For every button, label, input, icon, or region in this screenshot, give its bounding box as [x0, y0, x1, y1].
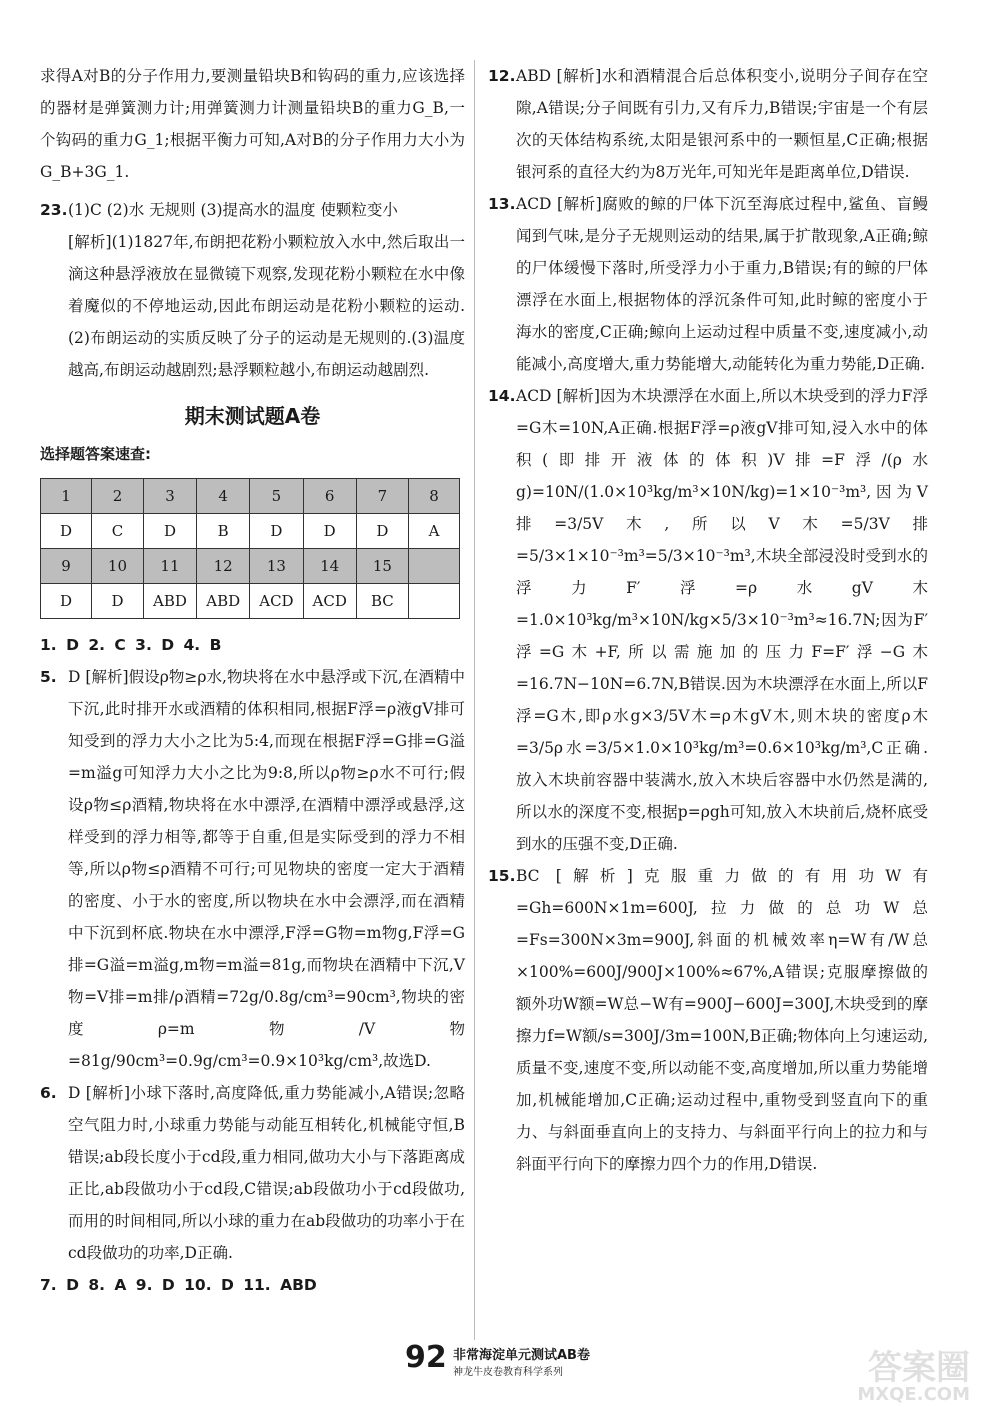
answer-table-number-cell: 3	[143, 479, 196, 514]
answer-table-number-cell: 1	[41, 479, 92, 514]
answer-table-number-cell: 8	[408, 479, 459, 514]
answer-table-answer-cell	[408, 584, 459, 619]
answer-table-answer-cell: B	[197, 514, 250, 549]
answer-table-number-cell: 9	[41, 549, 92, 584]
answer-table-row	[41, 549, 460, 584]
answer-table-number-cell: 6	[303, 479, 356, 514]
question-23-answer: (1)C (2)水 无规则 (3)提高水的温度 使颗粒变小	[68, 201, 398, 219]
answer-table-answer-cell: D	[250, 514, 303, 549]
question-12-number: 12.	[488, 67, 516, 85]
answer-table	[40, 478, 460, 619]
watermark-logo	[830, 1340, 970, 1410]
quick-answers-7-11: 7. D 8. A 9. D 10. D 11. ABD	[40, 1276, 317, 1294]
question-14-text: ACD [解析]因为木块漂浮在水面上,所以木块受到的浮力F浮=G木=10N,A正确.根据F浮=ρ液gV排可知,浸入水中的体积(即排开液体的体积)V排=F浮/(ρ水g)=10N/(1.0×10³kg/m³×10N/kg)=1×10⁻³m³,因为V排=3/5V木,所以V木=5/3V排=5/3×1×10⁻³m³=5/3×10⁻³m³,木块全部浸没时受到水的浮力F′浮=ρ水gV木=1.0×10³kg/m³×10N/kg×5/3×10⁻³m³≈16.7N;因为F′浮=G木+F,所以需施加的压力F=F′浮−G木=16.7N−10N=6.7N,B错误.因为木块漂浮在水面上,所以F浮=G木,即ρ水g×3/5V木=ρ木gV木,则木块的密度ρ木=3/5ρ水=3/5×1.0×10³kg/m³=0.6×10³kg/m³,C正确.放入木块前容器中装满水,放入木块后容器中水仍然是满的,所以水的深度不变,根据p=ρgh可知,放入木块前后,烧杯底受到水的压强不变,D正确.	[516, 387, 928, 853]
question-13-number: 13.	[488, 195, 516, 213]
question-6-text: D [解析]小球下落时,高度降低,重力势能减小,A错误;忽略空气阻力时,小球重力势能与动能互相转化,机械能守恒,B错误;ab段长度小于cd段,重力相同,做功大小与下落距离成正比,ab段做功小于cd段,C错误;ab段做功小于cd段做功,而用的时间相同,所以小球的重力在ab段做功的功率小于在cd段做功的功率,D正确.	[68, 1084, 465, 1262]
answer-table-answer-cell: ACD	[250, 584, 303, 619]
answer-table-number-cell: 11	[143, 549, 196, 584]
answer-table-answer-cell: D	[303, 514, 356, 549]
question-23-explanation: [解析](1)1827年,布朗把花粉小颗粒放入水中,然后取出一滴这种悬浮液放在显微镜下观察,发现花粉小颗粒在水中像着魔似的不停地运动,因此布朗运动是花粉小颗粒的运动.(2)布朗运动的实质反映了分子的运动是无规则的.(3)温度越高,布朗运动越剧烈;悬浮颗粒越小,布朗运动越剧烈.	[68, 233, 465, 379]
watermark-url: MXQE.COM	[857, 1384, 970, 1405]
answer-table-answer-cell: C	[92, 514, 144, 549]
answer-table-answer-cell: BC	[356, 584, 408, 619]
question-13	[488, 188, 928, 380]
answer-table-answer-cell: A	[408, 514, 459, 549]
answer-table-number-cell: 7	[356, 479, 408, 514]
answer-table-answer-cell: ABD	[197, 584, 250, 619]
answer-table-answer-cell: D	[41, 584, 92, 619]
answer-table-number-cell: 10	[92, 549, 144, 584]
answer-table-answer-cell: D	[41, 514, 92, 549]
question-12-text: ABD [解析]水和酒精混合后总体积变小,说明分子间存在空隙,A错误;分子间既有引力,又有斥力,B错误;宇宙是一个有层次的天体结构系统,太阳是银河系中的一颗恒星,C正确;根据银河系的直径大约为8万光年,可知光年是距离单位,D错误.	[516, 67, 928, 181]
question-15	[488, 860, 928, 1180]
left-column	[40, 60, 465, 1301]
question-14-number: 14.	[488, 387, 516, 405]
question-6-number: 6.	[40, 1084, 57, 1102]
answer-table-row	[41, 584, 460, 619]
answer-table-answer-cell: D	[143, 514, 196, 549]
answer-table-number-cell: 5	[250, 479, 303, 514]
answer-table-number-cell: 13	[250, 549, 303, 584]
question-13-text: ACD [解析]腐败的鲸的尸体下沉至海底过程中,鲨鱼、盲鳗闻到气味,是分子无规则运动的结果,属于扩散现象,A正确;鲸的尸体缓慢下落时,所受浮力小于重力,B错误;有的鲸的尸体漂浮在水面上,根据物体的浮沉条件可知,此时鲸的密度小于海水的密度,C正确;鲸向上运动过程中质量不变,速度减小,动能减小,高度增大,重力势能增大,动能转化为重力势能,D正确.	[516, 195, 928, 373]
page-footer	[405, 1338, 605, 1384]
page-number: 92	[405, 1340, 447, 1375]
answer-table-answer-cell: D	[356, 514, 408, 549]
right-column	[488, 60, 928, 1180]
question-14	[488, 380, 928, 860]
section-subtitle: 选择题答案速查:	[40, 445, 151, 463]
question-15-number: 15.	[488, 867, 516, 885]
question-23-number: 23.	[40, 201, 68, 219]
answer-table-row	[41, 514, 460, 549]
answer-table-number-cell	[408, 549, 459, 584]
quick-answers-1-4: 1. D 2. C 3. D 4. B	[40, 636, 222, 654]
answer-table-row	[41, 479, 460, 514]
answer-table-number-cell: 4	[197, 479, 250, 514]
column-divider	[474, 60, 475, 1340]
question-23	[40, 194, 465, 226]
question-12	[488, 60, 928, 188]
answer-table-answer-cell: ACD	[303, 584, 356, 619]
intro-paragraph: 求得A对B的分子作用力,要测量铅块B和钩码的重力,应该选择的器材是弹簧测力计;用弹簧测力计测量铅块B的重力G_B,一个钩码的重力G_1;根据平衡力可知,A对B的分子作用力大小为G_B+3G_1.	[40, 67, 465, 181]
question-15-text: BC [解析]克服重力做的有用功W有=Gh=600N×1m=600J,拉力做的总功W总=Fs=300N×3m=900J,斜面的机械效率η=W有/W总×100%=600J/900J×100%≈67%,A错误;克服摩擦做的额外功W额=W总−W有=900J−600J=300J,木块受到的摩擦力f=W额/s=300J/3m=100N,B正确;物体向上匀速运动,质量不变,速度不变,所以动能不变,高度增加,所以重力势能增加,机械能增加,C正确;运动过程中,重物受到竖直向下的重力、与斜面垂直向上的支持力、与斜面平行向上的拉力和与斜面平行向下的摩擦力四个力的作用,D错误.	[516, 867, 928, 1173]
section-title: 期末测试题A卷	[184, 404, 321, 428]
question-6	[40, 1077, 465, 1269]
answer-table-number-cell: 14	[303, 549, 356, 584]
question-5-text: D [解析]假设ρ物≥ρ水,物块将在水中悬浮或下沉,在酒精中下沉,此时排开水或酒精的体积相同,根据F浮=ρ液gV排可知受到的浮力大小之比为5:4,而现在根据F浮=G排=G溢=m溢g可知浮力大小之比为9:8,所以ρ物≥ρ水不可行;假设ρ物≤ρ酒精,物块将在水中漂浮,在酒精中漂浮或悬浮,这样受到的浮力相等,都等于自重,但是实际受到的浮力不相等,所以ρ物≤ρ酒精不可行;可见物块的密度一定大于酒精的密度、小于水的密度,所以物块在水中会漂浮,而在酒精中下沉到杯底.物块在水中漂浮,F浮=G物=m物g,F浮=G排=G溢=m溢g,m物=m溢=81g,而物块在酒精中下沉,V物=V排=m排/ρ酒精=72g/0.8g/cm³=90cm³,物块的密度ρ=m物/V物=81g/90cm³=0.9g/cm³=0.9×10³kg/cm³,故选D.	[68, 668, 465, 1070]
brand-title: 非常海淀单元测试AB卷	[453, 1348, 590, 1363]
answer-table-answer-cell: D	[92, 584, 144, 619]
answer-table-number-cell: 2	[92, 479, 144, 514]
brand-series: 神龙牛皮卷教育科学系列	[453, 1367, 563, 1378]
question-5	[40, 661, 465, 1077]
answer-table-number-cell: 15	[356, 549, 408, 584]
answer-table-number-cell: 12	[197, 549, 250, 584]
watermark-text: 答案圈	[868, 1348, 970, 1388]
question-5-number: 5.	[40, 668, 57, 686]
answer-table-answer-cell: ABD	[143, 584, 196, 619]
